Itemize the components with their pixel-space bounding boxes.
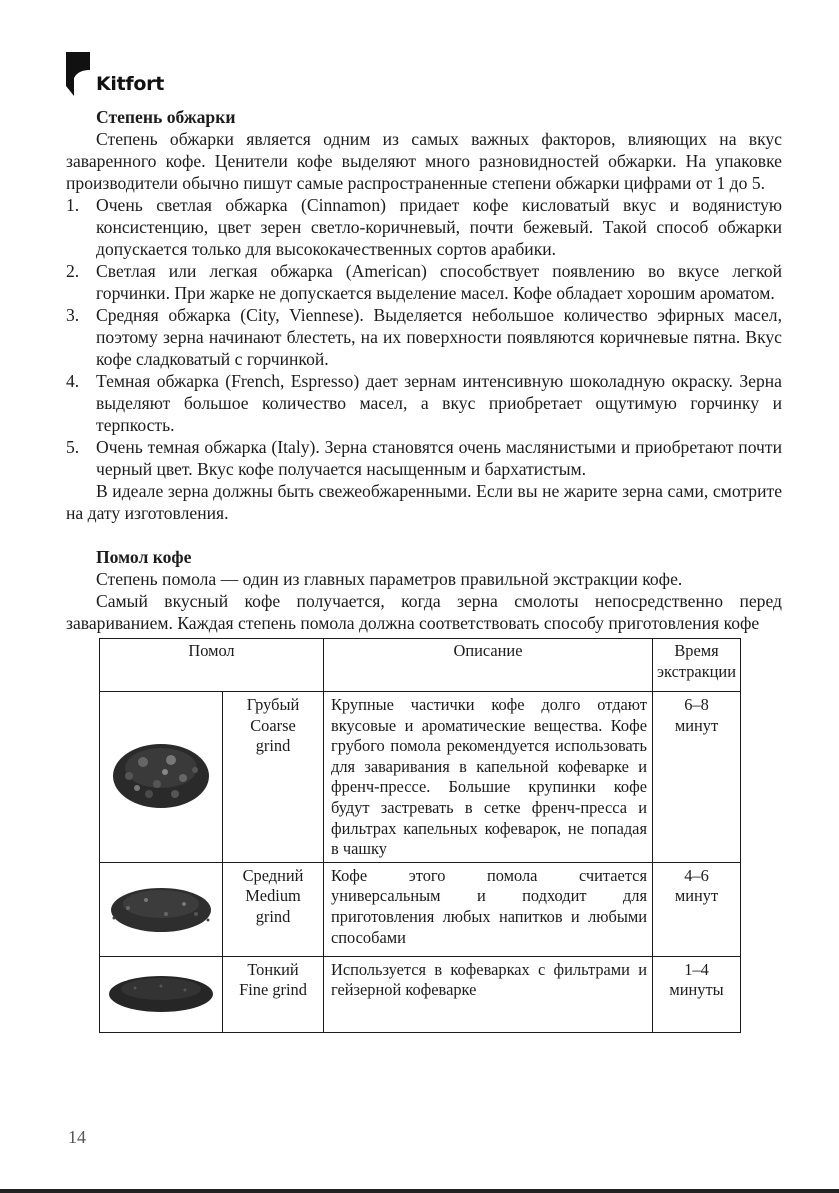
header-grind: Помол <box>100 639 324 692</box>
roast-list-item <box>66 194 782 260</box>
roast-list <box>66 194 782 480</box>
extraction-time: 4–6 минут <box>653 862 741 956</box>
roast-list-item <box>66 260 782 304</box>
page-content <box>66 106 782 1033</box>
header-extraction-time: Время экстракции <box>653 639 741 692</box>
list-item-text: Средняя обжарка (City, Viennese). Выделяется небольшое количество эфирных масел, поэтому зерна начинают блестеть, на их поверхности появляются коричневые пятна. Вкус кофе сладковатый с горчинкой. <box>96 305 782 369</box>
table-row <box>100 692 741 863</box>
roast-list-item <box>66 304 782 370</box>
header-description: Описание <box>324 639 653 692</box>
grind-paragraph-1: Степень помола — один из главных параметров правильной экстракции кофе. <box>96 569 683 589</box>
list-item-text: Темная обжарка (French, Espresso) дает зернам интенсивную шоколадную окраску. Зерна выделяют большое количество масел, а вкус приобретает ощутимую горчинку и терпкость. <box>96 371 782 435</box>
roast-intro: Степень обжарки является одним из самых важных факторов, влияющих на вкус заваренного кофе. Ценители кофе выделяют много разновидностей обжарки. На упаковке производители обычно пишут самые распространенные степени обжарки цифрами от 1 до 5. <box>66 129 782 193</box>
fine-grind-image <box>100 956 223 1032</box>
table-header-row <box>100 639 741 692</box>
extraction-time: 1–4 минуты <box>653 956 741 1032</box>
medium-grind-image <box>100 862 223 956</box>
list-item-text: Светлая или легкая обжарка (American) способствует появлению во вкусе легкой горчинки. При жарке не допускается выделение масел. Кофе обладает хорошим ароматом. <box>96 261 782 303</box>
kitfort-logo <box>66 50 186 98</box>
list-item-text: Очень светлая обжарка (Cinnamon) придает кофе кисловатый вкус и водянистую консистенцию, цвет зерен светло-коричневый, почти бежевый. Такой способ обжарки допускается только для высококачественных сортов арабики. <box>96 195 782 259</box>
list-number: 1. <box>66 195 80 215</box>
grind-name: Средний Medium grind <box>223 862 324 956</box>
grind-name: Тонкий Fine grind <box>223 956 324 1032</box>
roast-heading: Степень обжарки <box>96 107 236 127</box>
list-item-text: Очень темная обжарка (Italy). Зерна становятся очень маслянистыми и приобретают почти черный цвет. Вкус кофе получается насыщенным и бархатистым. <box>96 437 782 479</box>
list-number: 5. <box>66 437 80 457</box>
bottom-divider <box>0 1189 839 1193</box>
extraction-time: 6–8 минут <box>653 692 741 863</box>
grind-description: Крупные частички кофе долго отдают вкусовые и ароматические вещества. Кофе грубого помола рекомендуется использовать для заваривания в капельной кофеварке и френч-прессе. Большие крупинки кофе будут застревать в сетке френч-пресса и фильтрах капельных кофеварок, не попадая в чашку <box>324 692 653 863</box>
roast-list-item <box>66 436 782 480</box>
grind-table <box>99 638 741 1033</box>
roast-list-item <box>66 370 782 436</box>
list-number: 3. <box>66 305 80 325</box>
list-number: 4. <box>66 371 80 391</box>
table-row <box>100 862 741 956</box>
list-number: 2. <box>66 261 80 281</box>
grind-paragraph-2: Самый вкусный кофе получается, когда зерна смолоты непосредственно перед завариванием. Каждая степень помола должна соответствовать способу приготовления кофе <box>66 591 782 633</box>
grind-description: Кофе этого помола считается универсальным и подходит для приготовления любых напитков и любыми способами <box>324 862 653 956</box>
grind-name: Грубый Coarse grind <box>223 692 324 863</box>
kitfort-logo-mark-icon <box>66 50 92 96</box>
grind-description: Используется в кофеварках с фильтрами и гейзерной кофеварке <box>324 956 653 1032</box>
roast-outro: В идеале зерна должны быть свежеобжаренными. Если вы не жарите зерна сами, смотрите на дату изготовления. <box>66 481 782 523</box>
table-row <box>100 956 741 1032</box>
coarse-grind-image <box>100 692 223 863</box>
brand-name: Kitfort <box>96 73 164 95</box>
page-number: 14 <box>68 1127 86 1147</box>
grind-heading: Помол кофе <box>96 547 192 567</box>
